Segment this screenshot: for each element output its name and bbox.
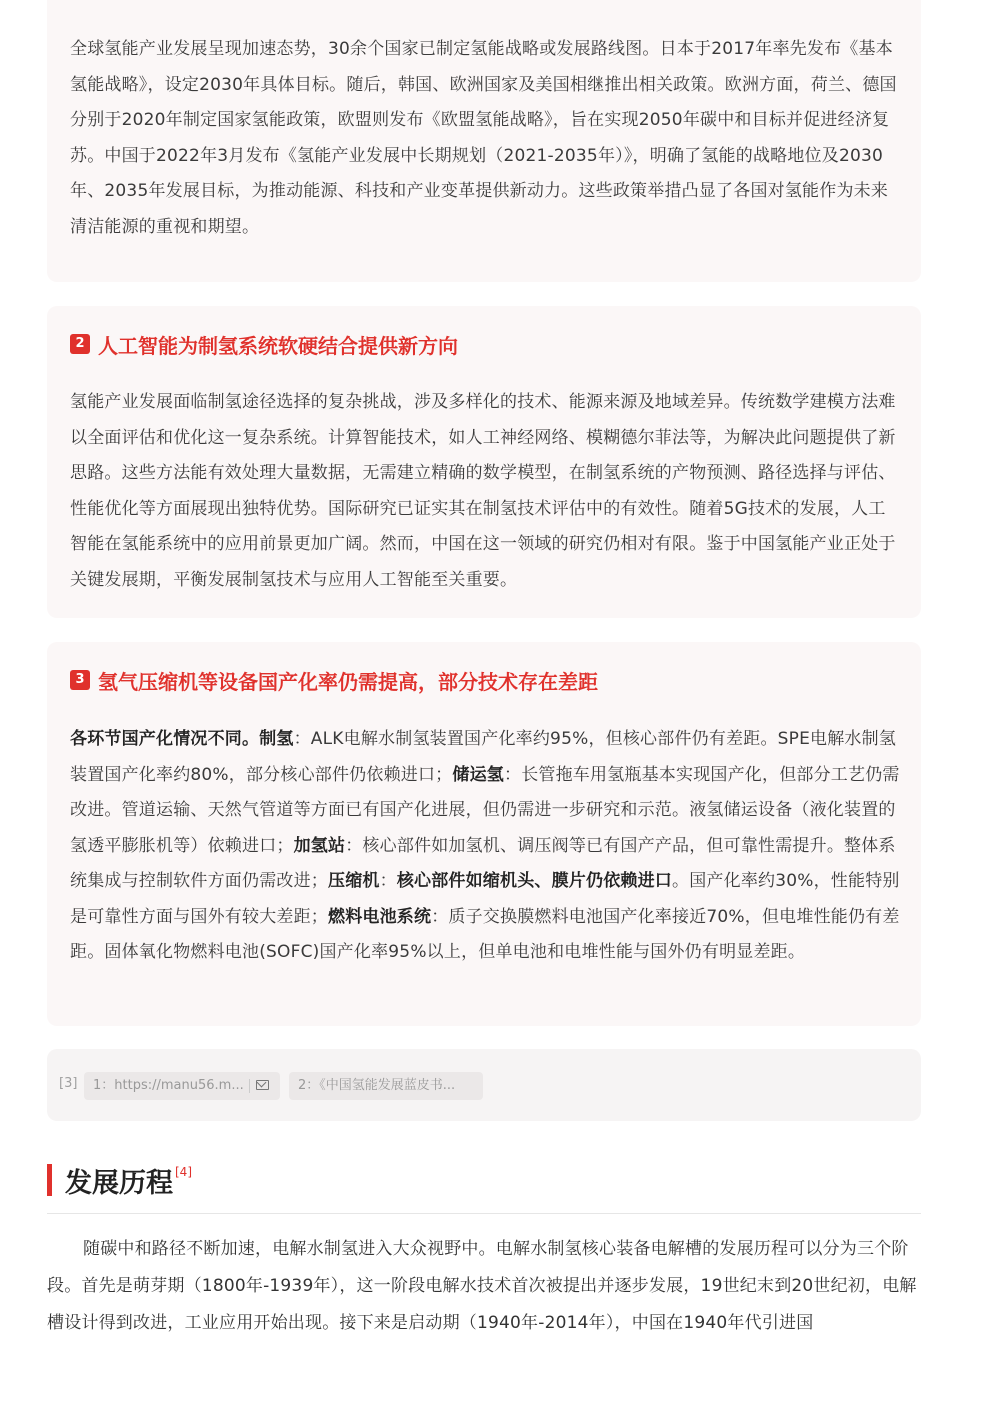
text-hydrogen-production: ：ALK电解水制氢装置国产化率约95%，但核心部件仍有差距。SPE电解水制氢装置国产化率约80%，部分核心部件仍依赖进口； (70, 729, 897, 785)
policy-card (47, 0, 921, 282)
section-heading (47, 1163, 192, 1197)
keyword-compressor: 压缩机 (328, 871, 380, 891)
localization-card-heading (70, 664, 598, 696)
localization-card-title: 氢气压缩机等设备国产化率仍需提高，部分技术存在差距 (98, 669, 598, 694)
section-accent-bar (47, 1164, 52, 1196)
reference-separator (249, 1079, 250, 1093)
keyword-hydrogen-production: 制氢 (259, 729, 294, 749)
ai-card-title: 人工智能为制氢系统软硬结合提供新方向 (98, 333, 458, 358)
reference-link-1[interactable] (84, 1072, 280, 1100)
text-compressor-colon: ： (379, 871, 397, 891)
section-title: 发展历程 (65, 1167, 173, 1199)
reference-2-text: 2：《中国氢能发展蓝皮书... (298, 1078, 456, 1093)
text-compressor: 。国产化率约30%，性能特别是可靠性方面与国外有较大差距； (70, 871, 900, 927)
mail-icon[interactable] (256, 1080, 269, 1090)
text-fuel-cell: ：质子交换膜燃料电池国产化率接近70%，但电堆性能仍有差距。固体氧化物燃料电池(SOFC)国产化率95%以上，但单电池和电堆性能与国外仍有明显差距。 (70, 906, 900, 962)
number-badge: 3 (70, 670, 90, 690)
section-footnote-link[interactable]: [4] (175, 1165, 192, 1179)
policy-paragraph: 全球氢能产业发展呈现加速态势，30余个国家已制定氢能战略或发展路线图。日本于2017年率先发布《基本氢能战略》，设定2030年具体目标。随后，韩国、欧洲国家及美国相继推出相关政策。欧洲方面，荷兰、德国分别于2020年制定国家氢能政策，欧盟则发布《欧盟氢能战略》，旨在实现2050年碳中和目标并促进经济复苏。中国于2022年3月发布《氢能产业发展中长期规划（2021-2035年）》，明确了氢能的战略地位及2030年、2035年发展目标，为推动能源、科技和产业变革提供新动力。这些政策举措凸显了各国对氢能作为未来清洁能源的重视和期望。 (70, 39, 897, 237)
keyword-storage: 储运氢 (452, 764, 504, 785)
keyword-refueling-station: 加氢站 (293, 835, 346, 856)
ai-card-heading (70, 328, 458, 360)
keyword-compressor-core: 核心部件如缩机头、膜片仍依赖进口 (396, 871, 673, 891)
reference-index: [3] (59, 1076, 78, 1091)
references-box (47, 1049, 921, 1121)
section-divider (47, 1213, 921, 1214)
number-badge: 2 (70, 334, 90, 354)
text-storage: ：长管拖车用氢瓶基本实现国产化，但部分工艺仍需改进。管道运输、天然气管道等方面已有国产化进展，但仍需进一步研究和示范。液氢储运设备（液化装置的氢透平膨胀机等）依赖进口； (70, 764, 900, 856)
keyword-fuel-cell: 燃料电池系统 (328, 906, 432, 927)
localization-paragraph (70, 722, 900, 971)
localization-card (47, 642, 921, 1026)
ai-card (47, 306, 921, 618)
lead-text: 各环节国产化情况不同。 (70, 729, 260, 749)
text-refueling-station: ：核心部件如加氢机、调压阀等已有国产产品，但可靠性需提升。整体系统集成与控制软件方面仍需改进； (70, 835, 896, 891)
ai-paragraph: 氢能产业发展面临制氢途径选择的复杂挑战，涉及多样化的技术、能源来源及地域差异。传统数学建模方法难以全面评估和优化这一复杂系统。计算智能技术，如人工神经网络、模糊德尔菲法等，为解决此问题提供了新思路。这些方法能有效处理大量数据，无需建立精确的数学模型，在制氢系统的产物预测、路径选择与评估、性能优化等方面展现出独特优势。国际研究已证实其在制氢技术评估中的有效性。随着5G技术的发展，人工智能在氢能系统中的应用前景更加广阔。然而，中国在这一领域的研究仍相对有限。鉴于中国氢能产业正处于关键发展期，平衡发展制氢技术与应用人工智能至关重要。 (70, 392, 896, 590)
reference-link-2[interactable] (289, 1072, 483, 1100)
reference-1-text: 1：https://manu56.m... (93, 1078, 244, 1093)
history-paragraph: 随碳中和路径不断加速，电解水制氢进入大众视野中。电解水制氢核心装备电解槽的发展历程可以分为三个阶段。首先是萌芽期（1800年-1939年），这一阶段电解水技术首次被提出并逐步发展，19世纪末到20世纪初，电解槽设计得到改进，工业应用开始出现。接下来是启动期（1940年-2014年），中国在1940年代引进国 (47, 1239, 917, 1333)
